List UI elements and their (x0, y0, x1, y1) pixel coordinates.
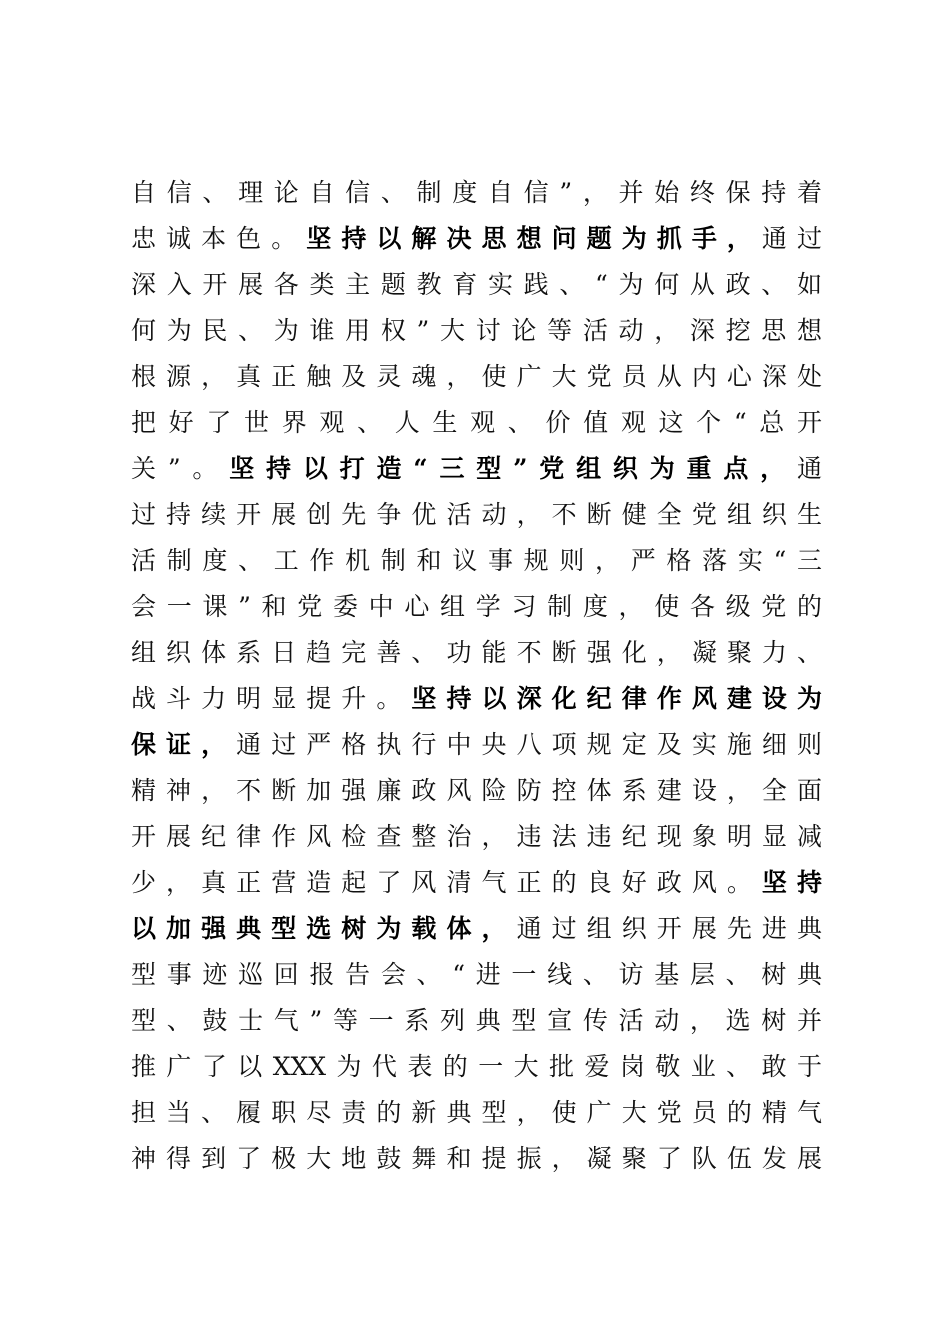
text-segment: 少，真正营造起了风清气正的良好政风。 (131, 868, 762, 897)
body-text (131, 170, 822, 1182)
text-segment: 战斗力明显提升。 (131, 684, 412, 713)
text-line (131, 998, 822, 1044)
text-line (131, 722, 822, 768)
text-line (131, 952, 822, 998)
text-line (131, 492, 822, 538)
text-line (131, 446, 822, 492)
text-line (131, 170, 822, 216)
bold-heading-segment: 坚持以打造“三型”党组织为重点， (229, 454, 797, 483)
text-line (131, 354, 822, 400)
text-segment: 根源，真正触及灵魂，使广大党员从内心深处 (131, 362, 822, 391)
text-line (131, 768, 822, 814)
text-line (131, 400, 822, 446)
text-segment: 关”。 (131, 454, 230, 483)
text-segment: 神得到了极大地鼓舞和提振，凝聚了队伍发展 (131, 1144, 822, 1173)
bold-heading-segment: 以加强典型选树为载体， (131, 914, 517, 943)
text-segment: 通过严格执行中央八项规定及实施细则 (236, 730, 822, 759)
text-segment: 通 (796, 454, 822, 483)
text-segment: 开展纪律作风检查整治，违法违纪现象明显减 (131, 822, 822, 851)
text-line (131, 630, 822, 676)
text-line (131, 906, 822, 952)
text-segment: 会一课”和党委中心组学习制度，使各级党的 (131, 592, 822, 621)
text-segment: 深入开展各类主题教育实践、“为何从政、如 (131, 270, 822, 299)
text-line (131, 262, 822, 308)
text-segment: 推广了以XXX为代表的一大批爱岗敬业、敢于 (131, 1052, 822, 1081)
text-segment: 把好了世界观、人生观、价值观这个“总开 (131, 408, 822, 437)
text-segment: 何为民、为谁用权”大讨论等活动，深挖思想 (131, 316, 822, 345)
text-segment: 自信、理论自信、制度自信”，并始终保持着 (131, 178, 822, 207)
text-line (131, 216, 822, 262)
text-line (131, 538, 822, 584)
text-line (131, 1044, 822, 1090)
text-line (131, 860, 822, 906)
text-line (131, 676, 822, 722)
text-segment: 忠诚本色。 (131, 224, 307, 253)
text-segment: 担当、履职尽责的新典型，使广大党员的精气 (131, 1098, 822, 1127)
text-segment: 通过 (761, 224, 822, 253)
text-segment: 组织体系日趋完善、功能不断强化，凝聚力、 (131, 638, 822, 667)
text-segment: 型事迹巡回报告会、“进一线、访基层、树典 (131, 960, 822, 989)
bold-heading-segment: 坚持以解决思想问题为抓手， (306, 224, 762, 253)
text-line (131, 814, 822, 860)
text-line (131, 308, 822, 354)
text-segment: 活制度、工作机制和议事规则，严格落实“三 (131, 546, 822, 575)
text-line (131, 584, 822, 630)
bold-heading-segment: 保证， (131, 730, 237, 759)
text-line (131, 1090, 822, 1136)
text-segment: 过持续开展创先争优活动，不断健全党组织生 (131, 500, 822, 529)
text-segment: 型、鼓士气”等一系列典型宣传活动，选树并 (131, 1006, 822, 1035)
bold-heading-segment: 坚持以深化纪律作风建设为 (411, 684, 822, 713)
text-line (131, 1136, 822, 1182)
text-segment: 精神，不断加强廉政风险防控体系建设，全面 (131, 776, 822, 805)
text-segment: 通过组织开展先进典 (516, 914, 822, 943)
bold-heading-segment: 坚持 (761, 868, 822, 897)
